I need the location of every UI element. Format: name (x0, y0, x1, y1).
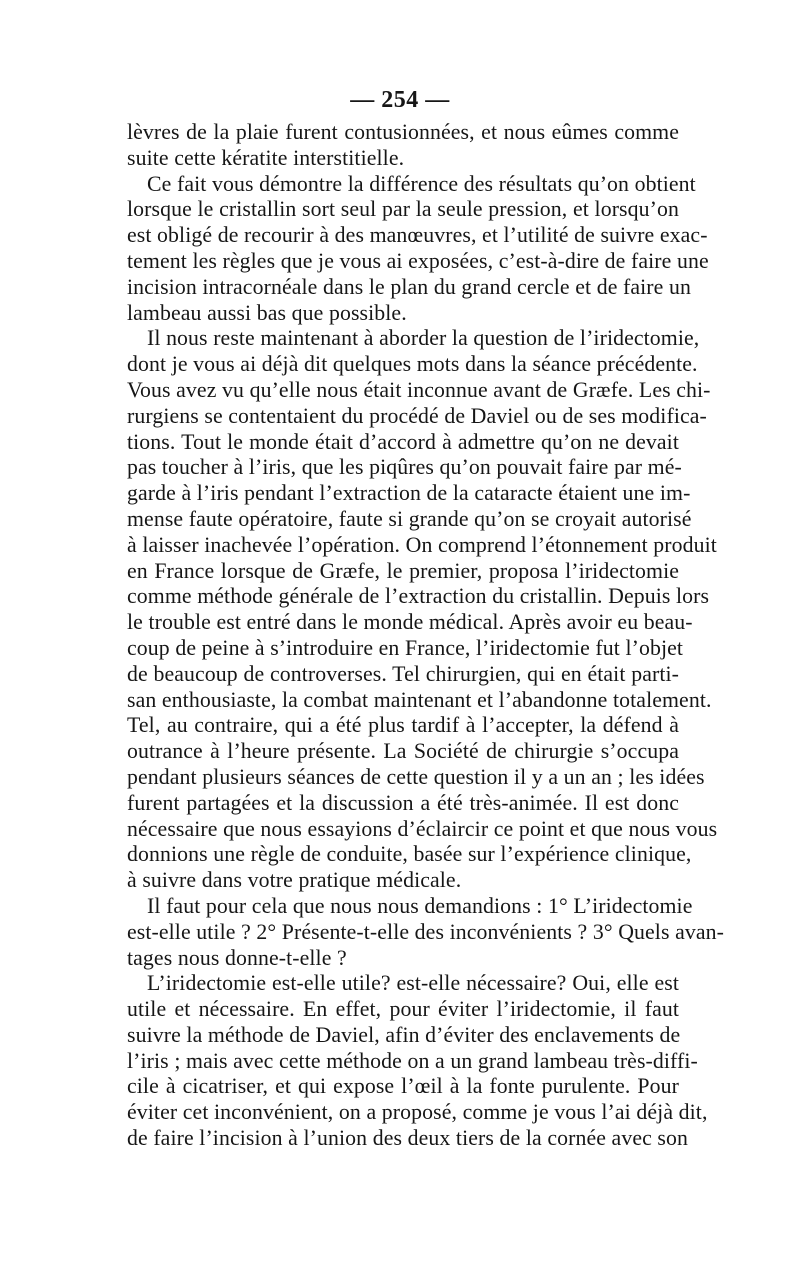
text-line: incision intracornéale dans le plan du grand cercle et de faire un (127, 274, 691, 299)
text-line: donnions une règle de conduite, basée sur l’expérience clinique, (127, 842, 692, 867)
text-line: utile et nécessaire. En effet, pour éviter l’iridectomie, il faut (127, 997, 679, 1022)
paragraph (127, 120, 679, 172)
page-number: — 254 — (350, 87, 450, 113)
text-line: pas toucher à l’iris, que les piqûres qu’on pouvait faire par mé- (127, 455, 682, 480)
text-line: tement les règles que je vous ai exposées, c’est-à-dire de faire une (127, 248, 709, 273)
text-line: à laisser inachevée l’opération. On comprend l’étonnement produit (127, 532, 717, 557)
paragraph (127, 893, 724, 971)
text-line: l’iris ; mais avec cette méthode on a un grand lambeau très-diffi- (127, 1048, 698, 1073)
text-line: de faire l’incision à l’union des deux tiers de la cornée avec son (127, 1126, 688, 1151)
text-line: Il nous reste maintenant à aborder la question de l’iridectomie, (147, 326, 700, 351)
text-line: de beaucoup de controverses. Tel chirurgien, qui en était parti- (127, 661, 679, 686)
text-line: à suivre dans votre pratique médicale. (127, 868, 462, 893)
text-line: dont je vous ai déjà dit quelques mots dans la séance précédente. (127, 352, 698, 377)
paragraph (127, 171, 709, 327)
text-line: lèvres de la plaie furent contusionnées, et nous eûmes comme (127, 120, 679, 144)
text-line: L’iridectomie est-elle utile? est-elle nécessaire? Oui, elle est (147, 971, 679, 996)
paragraph (127, 326, 718, 894)
text-line: éviter cet inconvénient, on a proposé, comme je vous l’ai déjà dit, (127, 1100, 708, 1125)
text-line: san enthousiaste, la combat maintenant et l’abandonne totalement. (127, 687, 712, 712)
text-line: nécessaire que nous essayions d’éclaircir ce point et que nous vous (127, 816, 718, 841)
paragraph (127, 971, 708, 1152)
text-line: Ce fait vous démontre la différence des résultats qu’on obtient (147, 171, 696, 196)
text-line: suivre la méthode de Daviel, afin d’éviter des enclavements de (127, 1022, 681, 1047)
text-line: pendant plusieurs séances de cette question il y a un an ; les idées (127, 764, 705, 789)
text-line: est-elle utile ? 2° Présente-t-elle des inconvénients ? 3° Quels avan- (127, 919, 724, 944)
text-line: tions. Tout le monde était d’accord à admettre qu’on ne devait (127, 429, 679, 454)
text-line: Vous avez vu qu’elle nous était inconnue avant de Græfe. Les chi- (127, 377, 711, 402)
text-line: est obligé de recourir à des manœuvres, et l’utilité de suivre exac- (127, 223, 708, 248)
text-line: Tel, au contraire, qui a été plus tardif à l’accepter, la défend à (127, 713, 679, 738)
text-line: Il faut pour cela que nous nous demandions : 1° L’iridectomie (147, 893, 693, 918)
text-line: furent partagées et la discussion a été très-animée. Il est donc (127, 790, 679, 815)
text-line: en France lorsque de Græfe, le premier, proposa l’iridectomie (127, 558, 679, 583)
text-line: rurgiens se contentaient du procédé de Daviel ou de ses modifica- (127, 403, 707, 428)
text-line: coup de peine à s’introduire en France, l’iridectomie fut l’objet (127, 635, 684, 660)
text-line: lambeau aussi bas que possible. (127, 300, 407, 325)
text-line: tages nous donne-t-elle ? (127, 945, 347, 970)
body-text (127, 120, 724, 1152)
text-line: comme méthode générale de l’extraction du cristallin. Depuis lors (127, 584, 710, 609)
text-line: cile à cicatriser, et qui expose l’œil à la fonte purulente. Pour (127, 1074, 679, 1099)
text-line: suite cette kératite interstitielle. (127, 145, 405, 170)
text-line: outrance à l’heure présente. La Société de chirurgie s’occupa (127, 739, 679, 764)
text-line: lorsque le cristallin sort seul par la seule pression, et lorsqu’on (127, 197, 679, 222)
text-line: mense faute opératoire, faute si grande qu’on se croyait autorisé (127, 506, 692, 531)
text-line: le trouble est entré dans le monde médical. Après avoir eu beau- (127, 610, 693, 635)
text-line: garde à l’iris pendant l’extraction de la cataracte étaient une im- (127, 481, 691, 506)
